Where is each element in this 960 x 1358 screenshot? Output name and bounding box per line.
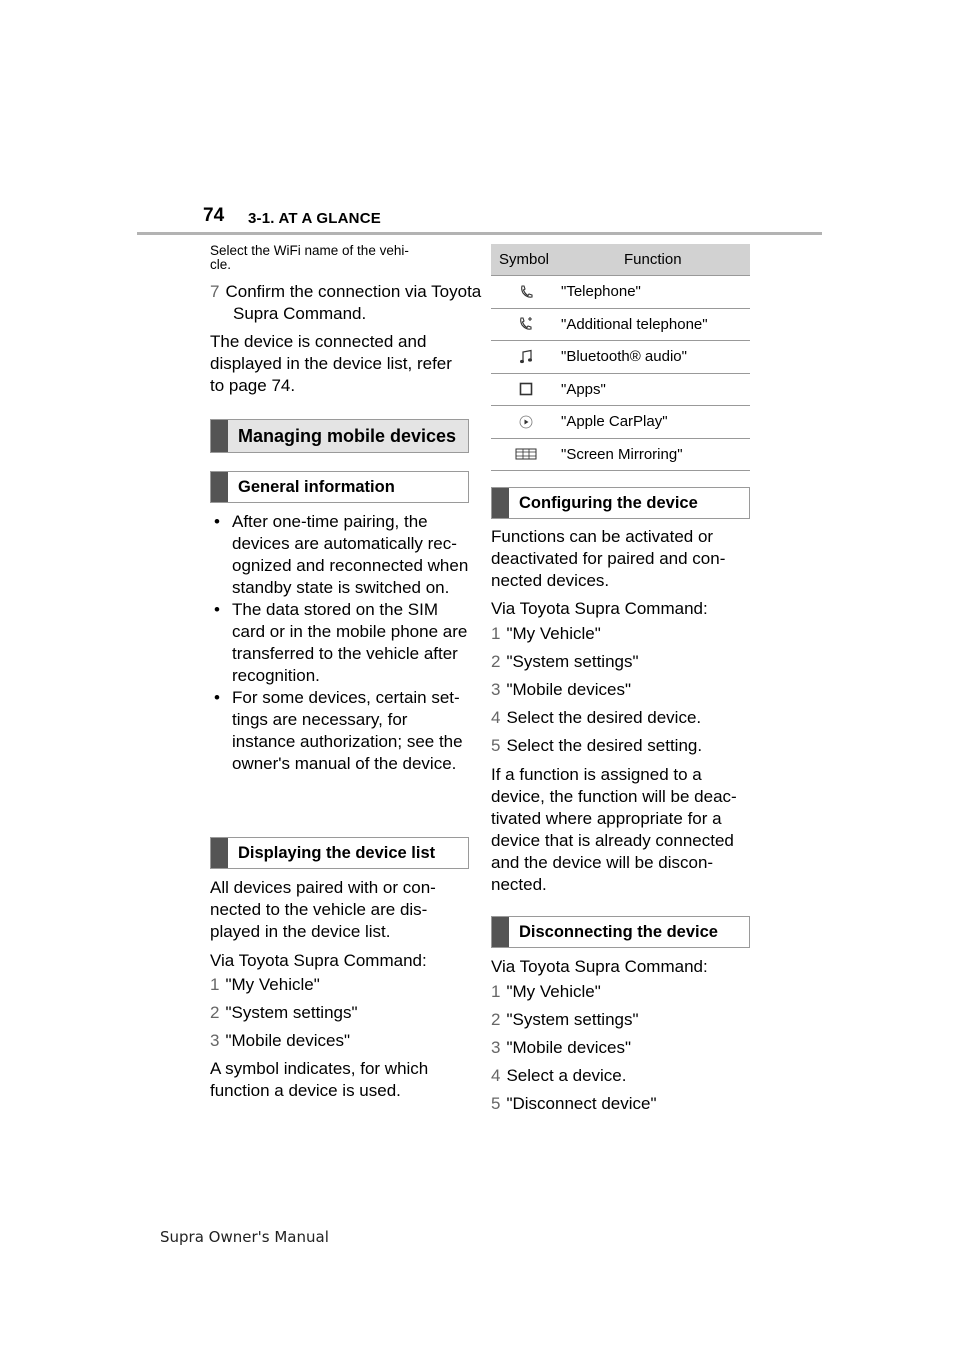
- step-number: 1: [210, 975, 220, 994]
- list-item: • The data stored on the SIM card or in the mobile phone are transferred to the vehicle after recognition.: [214, 599, 469, 687]
- table-header: [491, 244, 750, 276]
- config-paragraph: Functions can be activated or deactivated for paired and con-nected devices.: [491, 527, 726, 590]
- step-text: "System settings": [506, 652, 639, 671]
- column-header-function: Function: [624, 251, 682, 268]
- step-number: 3: [491, 1038, 501, 1057]
- heading-bar: [492, 488, 509, 518]
- step-2: [210, 1002, 358, 1024]
- table-row: [491, 439, 750, 472]
- heading-configuring-device: [491, 487, 750, 519]
- heading-text: Disconnecting the device: [519, 922, 718, 941]
- step-text: Select the desired device.: [506, 708, 702, 727]
- step-3: [491, 679, 631, 701]
- function-label: "Telephone": [561, 283, 641, 301]
- step-number: 7: [210, 282, 220, 301]
- section-title: 3-1. AT A GLANCE: [248, 210, 381, 227]
- step-text: Select the desired setting.: [506, 736, 703, 755]
- step-1: [491, 981, 601, 1003]
- heading-bar: [211, 838, 228, 868]
- step-text: "My Vehicle": [506, 982, 601, 1001]
- screen-mirroring-icon: [515, 447, 537, 461]
- step-text: Select a device.: [506, 1066, 627, 1085]
- additional-telephone-icon: [518, 316, 534, 332]
- step-text: "Mobile devices": [506, 1038, 631, 1057]
- step-text: "System settings": [506, 1010, 639, 1029]
- symbol-paragraph: A symbol indicates, for which function a device is used.: [210, 1059, 429, 1100]
- heading-text: General information: [238, 477, 395, 496]
- table-row: [491, 406, 750, 439]
- step-text: "My Vehicle": [506, 624, 601, 643]
- heading-managing-mobile-devices: [210, 419, 469, 453]
- step-number: 1: [491, 982, 501, 1001]
- via-command: Via Toyota Supra Command:: [491, 599, 708, 618]
- step-number: 1: [491, 624, 501, 643]
- heading-bar: [211, 472, 228, 502]
- step-5: [491, 1093, 657, 1115]
- step-1: [491, 623, 601, 645]
- heading-bar: [211, 420, 228, 452]
- heading-displaying-device-list: [210, 837, 469, 869]
- telephone-icon: [519, 284, 533, 300]
- step-text: Confirm the connection via Toyota Supra Command.: [225, 282, 482, 323]
- carplay-play-icon: [519, 415, 533, 429]
- function-label: "Additional telephone": [561, 315, 708, 333]
- step-number: 3: [491, 680, 501, 699]
- function-label: "Apple CarPlay": [561, 413, 668, 431]
- table-row: [491, 276, 750, 309]
- step-4: [491, 707, 701, 729]
- step-number: 5: [491, 736, 501, 755]
- step-number: 4: [491, 708, 501, 727]
- step-number: 5: [491, 1094, 501, 1113]
- step-4: [491, 1065, 626, 1087]
- step-5: [491, 735, 702, 757]
- step-3: [491, 1037, 631, 1059]
- heading-text: Configuring the device: [519, 493, 698, 512]
- step-3: [210, 1030, 350, 1052]
- step-2: [491, 651, 639, 673]
- via-command: Via Toyota Supra Command:: [210, 951, 427, 970]
- music-note-icon: [519, 349, 533, 365]
- page-number: 74: [203, 205, 225, 226]
- heading-text: Managing mobile devices: [238, 425, 457, 446]
- step-text: "Disconnect device": [506, 1094, 657, 1113]
- step-number: 4: [491, 1066, 501, 1085]
- step-number: 3: [210, 1031, 220, 1050]
- column-header-symbol: Symbol: [499, 251, 550, 268]
- step-text: "System settings": [225, 1003, 358, 1022]
- function-label: "Apps": [561, 380, 606, 398]
- step-2: [491, 1009, 639, 1031]
- wifi-note: Select the WiFi name of the vehi- cle.: [210, 243, 409, 272]
- connected-paragraph: The device is connected and displayed in the device list, refer to page 74.: [210, 332, 452, 395]
- function-label: "Bluetooth® audio": [561, 348, 687, 366]
- step-1: [210, 974, 320, 996]
- general-info-list: [214, 511, 469, 775]
- heading-general-information: [210, 471, 469, 503]
- step-text: "Mobile devices": [225, 1031, 350, 1050]
- step-7: [210, 281, 493, 325]
- symbol-function-table: [491, 244, 750, 471]
- step-number: 2: [491, 652, 501, 671]
- display-paragraph: All devices paired with or con-nected to the vehicle are dis-played in the device list.: [210, 878, 436, 941]
- heading-text: Displaying the device list: [238, 843, 436, 862]
- heading-disconnecting-device: [491, 916, 750, 948]
- via-command: Via Toyota Supra Command:: [491, 957, 708, 976]
- step-text: "My Vehicle": [225, 975, 320, 994]
- list-item: • After one-time pairing, the devices are automatically rec-ognized and reconnected when standby state is switched on.: [214, 511, 469, 599]
- apps-square-icon: [519, 382, 533, 396]
- assign-paragraph: If a function is assigned to a device, the function will be deac-tivated where appropriate for a device that is already connected and the device will be discon-nected.: [491, 765, 737, 894]
- list-item: • For some devices, certain set-tings are necessary, for instance authorization; see the owner's manual of the device.: [214, 687, 469, 775]
- table-row: [491, 374, 750, 407]
- step-number: 2: [210, 1003, 220, 1022]
- header-rule: [137, 232, 822, 235]
- step-text: "Mobile devices": [506, 680, 631, 699]
- table-row: [491, 341, 750, 374]
- table-row: [491, 309, 750, 342]
- step-number: 2: [491, 1010, 501, 1029]
- heading-bar: [492, 917, 509, 947]
- function-label: "Screen Mirroring": [561, 445, 683, 463]
- footer-manual-title: Supra Owner's Manual: [160, 1228, 329, 1246]
